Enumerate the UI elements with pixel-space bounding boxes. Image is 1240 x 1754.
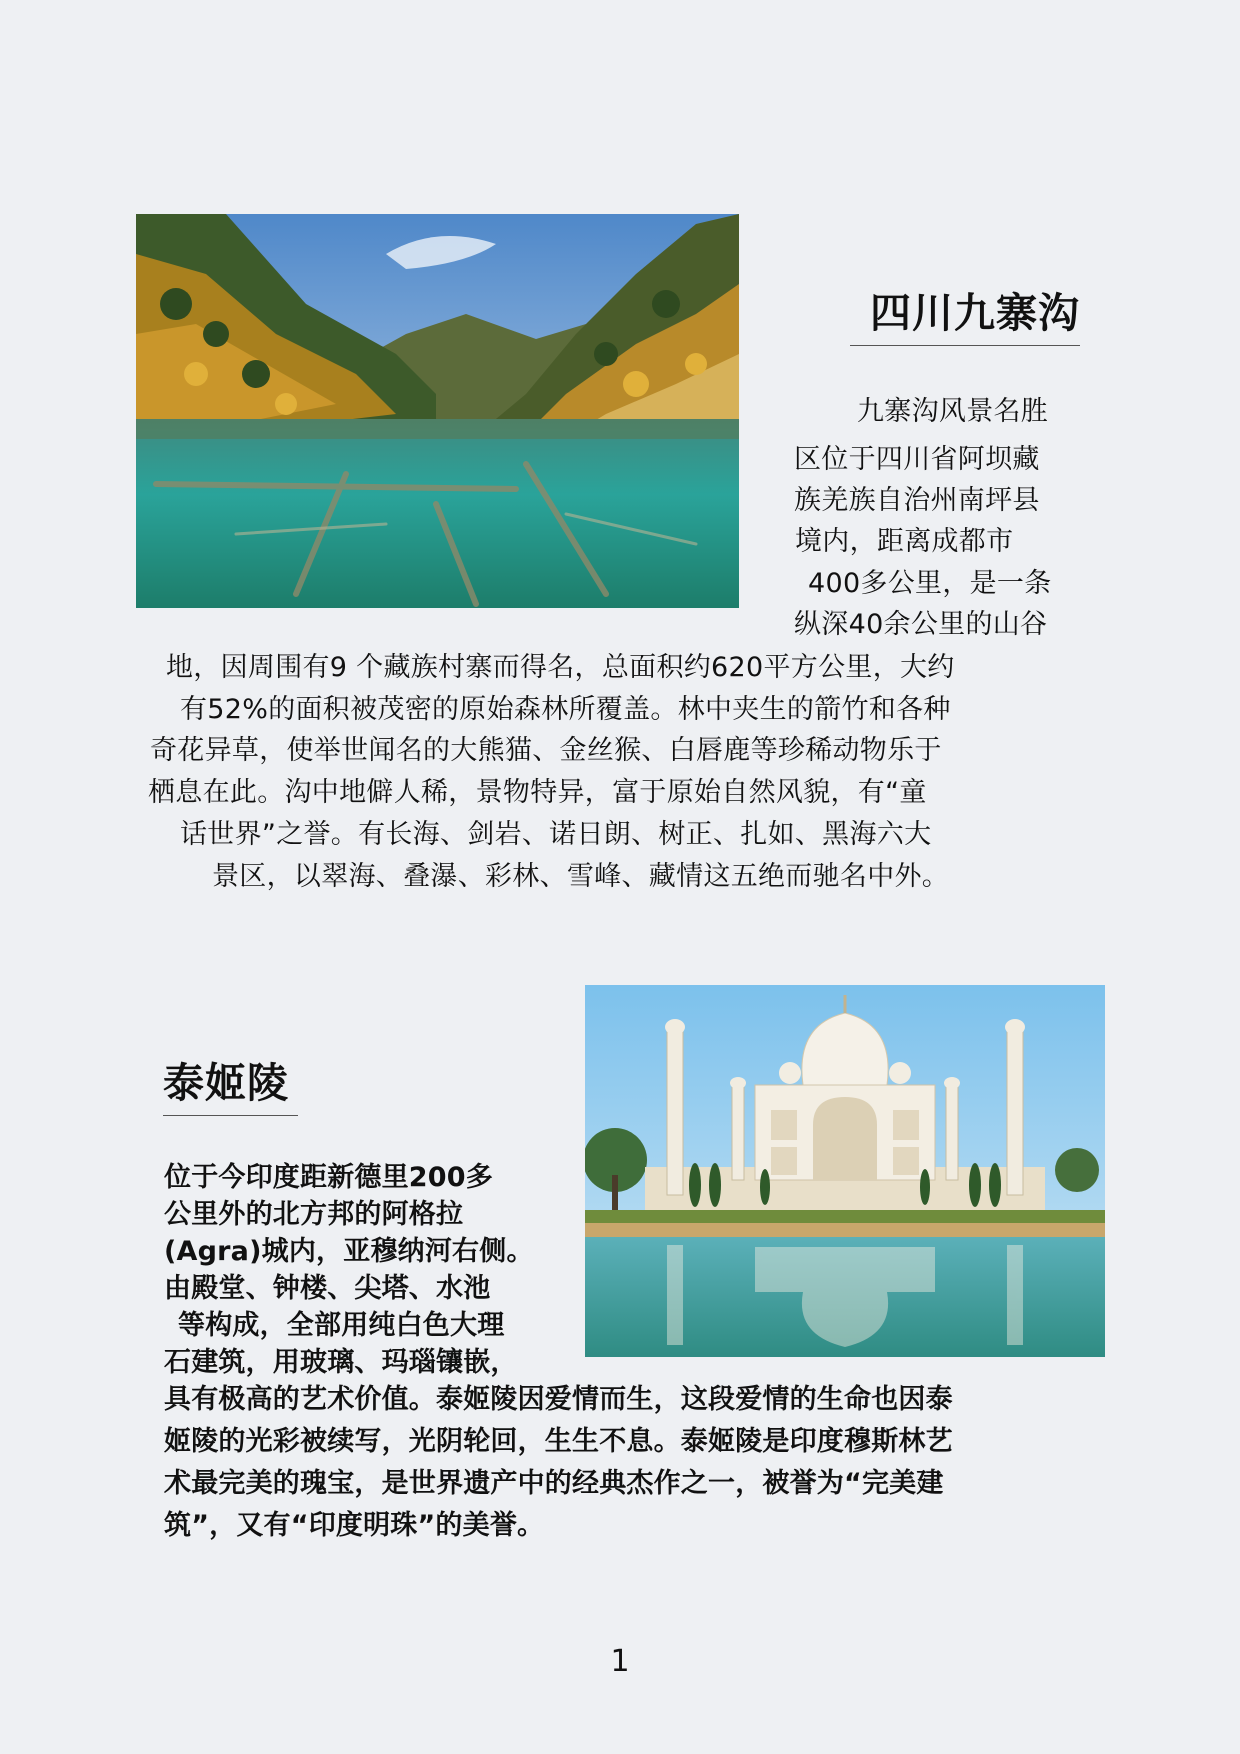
paragraph-line: 景区，以翠海、叠瀑、彩林、雪峰、藏情这五绝而驰名中外。	[212, 861, 950, 892]
taj-mahal-photo	[585, 985, 1105, 1357]
paragraph-line: 姬陵的光彩被续写，光阴轮回，生生不息。泰姬陵是印度穆斯林艺	[164, 1426, 953, 1457]
paragraph-line: 由殿堂、钟楼、尖塔、水池	[164, 1273, 491, 1304]
paragraph-line: 等构成，全部用纯白色大理	[178, 1310, 505, 1341]
paragraph-line: 筑”，又有“印度明珠”的美誉。	[164, 1510, 545, 1541]
paragraph-line: 公里外的北方邦的阿格拉	[164, 1199, 464, 1230]
paragraph-line: 纵深40余公里的山谷	[794, 609, 1048, 640]
paragraph-line: 奇花异草，使举世闻名的大熊猫、金丝猴、白唇鹿等珍稀动物乐于	[150, 735, 942, 766]
jiuzhaigou-photo	[136, 214, 739, 608]
paragraph-line: 术最完美的瑰宝，是世界遗产中的经典杰作之一，被誉为“完美建	[164, 1468, 944, 1499]
paragraph-line: 地，因周围有9 个藏族村寨而得名，总面积约620平方公里，大约	[166, 652, 955, 683]
paragraph-line: 九寨沟风景名胜	[857, 396, 1049, 427]
jiuzhaigou-illustration	[136, 214, 739, 608]
paragraph-line: (Agra)城内，亚穆纳河右侧。	[164, 1236, 534, 1267]
section-title-jiuzhaigou: 四川九寨沟	[850, 280, 1080, 346]
paragraph-line: 话世界”之誉。有长海、剑岩、诺日朗、树正、扎如、黑海六大	[180, 819, 932, 850]
paragraph-line: 族羌族自治州南坪县	[794, 485, 1040, 516]
paragraph-line: 栖息在此。沟中地僻人稀，景物特异，富于原始自然风貌，有“童	[148, 777, 927, 808]
paragraph-line: 400多公里，是一条	[808, 568, 1052, 599]
section-title-taj-mahal: 泰姬陵	[163, 1050, 298, 1116]
page-number: 1	[610, 1644, 630, 1679]
taj-mahal-illustration	[585, 985, 1105, 1357]
paragraph-line: 境内，距离成都市	[795, 526, 1014, 557]
paragraph-line: 石建筑，用玻璃、玛瑙镶嵌，	[164, 1347, 518, 1378]
paragraph-line: 位于今印度距新德里200多	[164, 1162, 493, 1193]
paragraph-line: 具有极高的艺术价值。泰姬陵因爱情而生，这段爱情的生命也因泰	[164, 1384, 953, 1415]
paragraph-line: 有52%的面积被茂密的原始森林所覆盖。林中夹生的箭竹和各种	[180, 694, 951, 725]
paragraph-line: 区位于四川省阿坝藏	[794, 444, 1040, 475]
